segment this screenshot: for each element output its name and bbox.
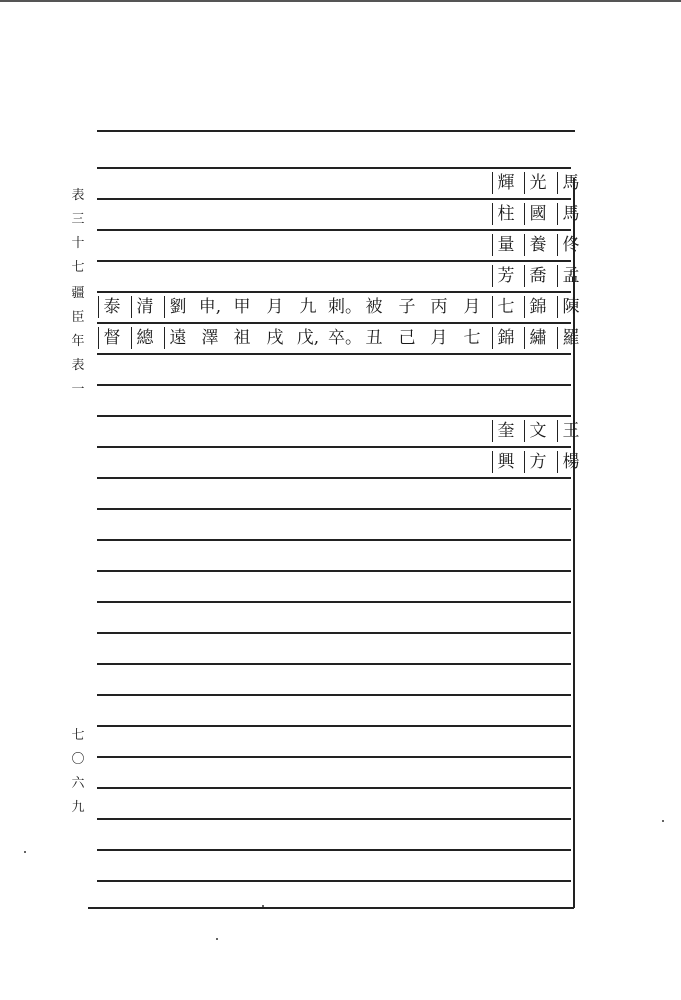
table-rule <box>97 477 571 479</box>
section-title-label: 疆 臣 年 表 一 <box>71 286 85 397</box>
table-row <box>100 232 580 258</box>
table-cell-glyph: 己 <box>398 328 416 348</box>
table-cell-glyph: 祖 <box>233 328 251 348</box>
table-cell-glyph: 方 <box>524 451 551 473</box>
table-row <box>100 263 580 289</box>
table-cell-glyph: 七 <box>463 328 481 348</box>
table-row <box>100 170 580 196</box>
table-cell-glyph: 楊 <box>557 451 584 473</box>
table-rule <box>97 694 571 696</box>
table-cell-glyph: 月 <box>463 297 481 317</box>
table-rule <box>97 849 571 851</box>
table-cell-glyph: 七 <box>492 296 519 318</box>
table-cell-glyph: 刺。 <box>328 297 362 317</box>
table-cell-glyph: 輝 <box>492 172 519 194</box>
table-cell-glyph: 九 <box>299 297 317 317</box>
table-rule <box>97 539 571 541</box>
table-cell-glyph: 羅 <box>557 327 584 349</box>
table-cell-glyph: 王 <box>557 420 584 442</box>
table-cell-glyph: 錦 <box>524 296 551 318</box>
table-cell-glyph: 柱 <box>492 203 519 225</box>
table-rule <box>97 818 571 820</box>
table-cell-glyph: 戌 <box>266 328 284 348</box>
table-cell-glyph: 佟 <box>557 234 584 256</box>
table-cell-glyph: 奎 <box>492 420 519 442</box>
table-rule <box>97 167 571 169</box>
scan-top-edge <box>0 0 681 2</box>
table-cell-glyph: 丙 <box>430 297 448 317</box>
table-rule <box>97 291 571 293</box>
table-cell-glyph: 總 <box>131 327 158 349</box>
table-right-border <box>573 178 575 908</box>
table-cell-glyph: 馬 <box>557 203 584 225</box>
table-rule <box>97 663 571 665</box>
table-row <box>100 325 580 351</box>
table-number-label: 表 三 十 七 <box>71 188 85 275</box>
table-cell-glyph: 馬 <box>557 172 584 194</box>
scan-speck <box>24 851 26 853</box>
table-cell-glyph: 文 <box>524 420 551 442</box>
table-rule <box>97 632 571 634</box>
scan-speck <box>662 820 664 822</box>
table-rule <box>97 570 571 572</box>
table-rule <box>97 446 571 448</box>
table-rule <box>97 130 575 132</box>
page-number: 七 〇 六 九 <box>71 728 85 815</box>
table-cell-glyph: 興 <box>492 451 519 473</box>
table-bottom-border <box>88 907 574 909</box>
table-cell-glyph: 孟 <box>557 265 584 287</box>
table-row <box>100 356 570 382</box>
table-row <box>100 294 580 320</box>
table-cell-glyph: 卒。 <box>328 328 362 348</box>
table-rule <box>97 787 571 789</box>
table-rule <box>97 260 571 262</box>
table-cell-glyph: 量 <box>492 234 519 256</box>
table-rule <box>97 508 571 510</box>
table-cell-glyph: 申, <box>198 297 222 317</box>
table-rule <box>97 229 571 231</box>
table-cell-glyph: 喬 <box>524 265 551 287</box>
table-cell-glyph: 繡 <box>524 327 551 349</box>
table-rule <box>97 725 571 727</box>
table-cell-glyph: 戊, <box>296 328 320 348</box>
table-cell-glyph: 光 <box>524 172 551 194</box>
table-cell-glyph: 養 <box>524 234 551 256</box>
scan-speck <box>262 905 264 907</box>
table-rule <box>97 322 571 324</box>
table-row <box>100 201 580 227</box>
table-cell-glyph: 泰 <box>98 296 125 318</box>
table-cell-glyph: 督 <box>98 327 125 349</box>
table-cell-glyph: 被 <box>365 297 383 317</box>
table-cell-glyph: 月 <box>266 297 284 317</box>
table-rule <box>97 353 571 355</box>
table-row <box>100 418 580 444</box>
scan-speck <box>216 938 218 940</box>
table-cell-glyph: 甲 <box>233 297 251 317</box>
table-cell-glyph: 遠 <box>164 327 191 349</box>
table-rule <box>97 198 571 200</box>
table-cell-glyph: 清 <box>131 296 158 318</box>
table-rule <box>97 384 571 386</box>
table-rule <box>97 756 571 758</box>
table-rule <box>97 880 571 882</box>
table-row <box>100 449 580 475</box>
table-cell-glyph: 劉 <box>164 296 191 318</box>
table-cell-glyph: 陳 <box>557 296 584 318</box>
table-cell-glyph: 月 <box>430 328 448 348</box>
table-rule <box>97 415 571 417</box>
table-cell-glyph: 錦 <box>492 327 519 349</box>
table-cell-glyph: 子 <box>398 297 416 317</box>
table-row <box>100 387 570 413</box>
table-cell-glyph: 國 <box>524 203 551 225</box>
table-rule <box>97 601 571 603</box>
table-cell-glyph: 芳 <box>492 265 519 287</box>
table-cell-glyph: 丑 <box>365 328 383 348</box>
table-cell-glyph: 澤 <box>201 328 219 348</box>
